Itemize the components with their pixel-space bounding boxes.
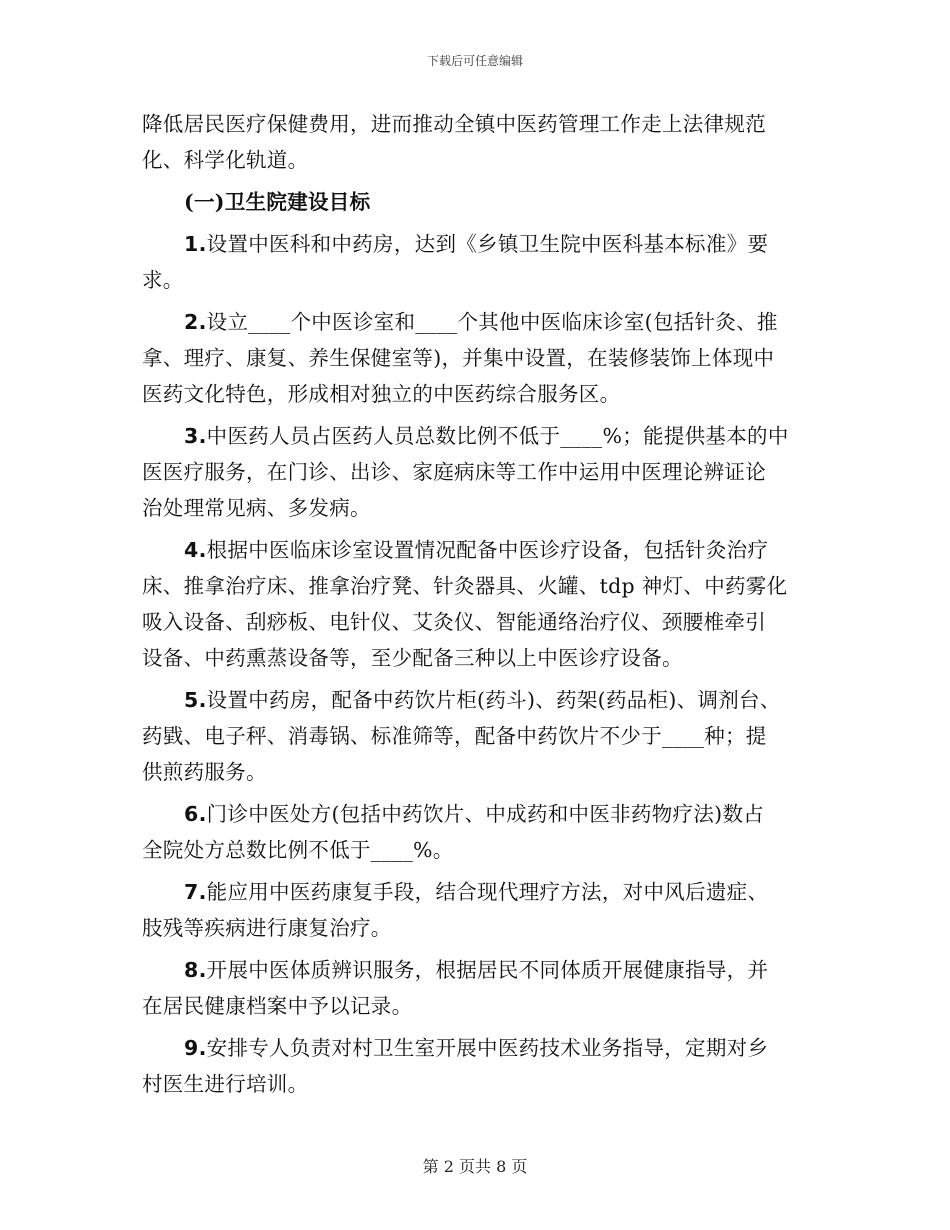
- text-line: 根据中医临床诊室设置情况配备中医诊疗设备，包括针灸治疗: [206, 538, 769, 562]
- item-number: 3.: [184, 424, 207, 448]
- list-item: [142, 796, 810, 868]
- list-item: [142, 532, 810, 676]
- text-line: 中医药人员占医药人员总数比例不低于____%；能提供基本的中: [206, 424, 789, 448]
- item-number: 7.: [184, 880, 207, 904]
- list-item: [142, 874, 810, 946]
- text-line: 求。: [142, 268, 184, 292]
- item-number: 6.: [184, 802, 207, 826]
- text-line: 门诊中医处方(包括中药饮片、中成药和中医非药物疗法)数占: [206, 802, 765, 826]
- text-line: 村医生进行培训。: [142, 1072, 309, 1096]
- list-item: [142, 304, 810, 412]
- text-line: 降低居民医疗保健费用，进而推动全镇中医药管理工作走上法律规范: [142, 112, 766, 136]
- text-line: 在居民健康档案中予以记录。: [142, 994, 413, 1018]
- section-heading: (一)卫生院建设目标: [184, 190, 371, 214]
- item-number: 2.: [184, 310, 207, 334]
- text-line: 供煎药服务。: [142, 760, 267, 784]
- item-number: 1.: [184, 232, 207, 256]
- text-line: 设置中医科和中药房，达到《乡镇卫生院中医科基本标准》要: [206, 232, 769, 256]
- item-number: 4.: [184, 538, 207, 562]
- list-item: [142, 952, 810, 1024]
- page-header: 下载后可任意编辑: [426, 54, 523, 68]
- intro-paragraph: [142, 106, 810, 178]
- text-line: 治处理常见病、多发病。: [142, 496, 371, 520]
- text-line: 拿、理疗、康复、养生保健室等)，并集中设置，在装修装饰上体现中: [142, 346, 775, 370]
- text-line: 全院处方总数比例不低于____%。: [142, 838, 454, 862]
- item-number: 5.: [184, 688, 207, 712]
- text-line: 肢残等疾病进行康复治疗。: [142, 916, 392, 940]
- text-line: 吸入设备、刮痧板、电针仪、艾灸仪、智能通络治疗仪、颈腰椎牵引: [142, 610, 766, 634]
- item-number: 9.: [184, 1036, 207, 1060]
- text-line: 化、科学化轨道。: [142, 148, 309, 172]
- item-number: 8.: [184, 958, 207, 982]
- text-line: 安排专人负责对村卫生室开展中医药技术业务指导，定期对乡: [206, 1036, 769, 1060]
- text-line: 药戥、电子秤、消毒锅、标准筛等，配备中药饮片不少于____种；提: [142, 724, 767, 748]
- text-line: 床、推拿治疗床、推拿治疗凳、针灸器具、火罐、tdp 神灯、中药雾化: [142, 574, 788, 598]
- list-item: [142, 1030, 810, 1102]
- text-line: 设置中药房，配备中药饮片柜(药斗)、药架(药品柜)、调剂台、: [206, 688, 781, 712]
- text-line: 医药文化特色，形成相对独立的中医药综合服务区。: [142, 382, 621, 406]
- list-item: [142, 418, 810, 526]
- page-footer: 第 2 页共 8 页: [422, 1157, 528, 1176]
- list-item: [142, 682, 810, 790]
- text-line: 医医疗服务，在门诊、出诊、家庭病床等工作中运用中医理论辨证论: [142, 460, 766, 484]
- document-body: [142, 106, 810, 1102]
- list-item: [142, 226, 810, 298]
- text-line: 能应用中医药康复手段，结合现代理疗方法，对中风后遗症、: [206, 880, 769, 904]
- text-line: 设备、中药熏蒸设备等，至少配备三种以上中医诊疗设备。: [142, 646, 683, 670]
- text-line: 设立____个中医诊室和____个其他中医临床诊室(包括针灸、推: [206, 310, 778, 334]
- text-line: 开展中医体质辨识服务，根据居民不同体质开展健康指导，并: [206, 958, 769, 982]
